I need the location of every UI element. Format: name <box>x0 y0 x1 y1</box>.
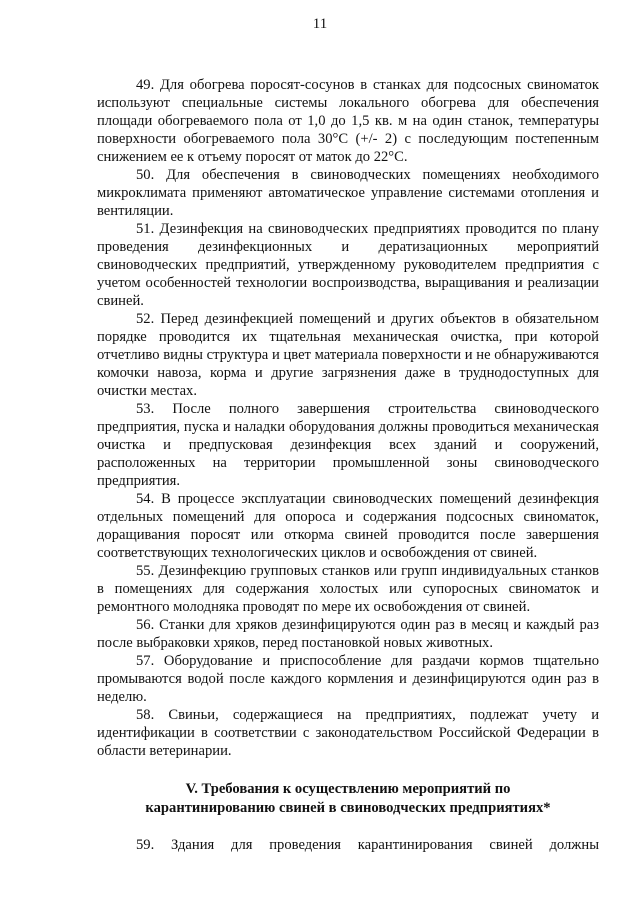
paragraph-51: 51. Дезинфекция на свиноводческих предприятиях проводится по плану проведения дезинфекционных и дератизационных мероприятий свиноводческих предприятий, утвержденному руководителем предприятия с учетом особенностей технологии воспроизводства, выращивания и реализации свиней. <box>97 221 599 309</box>
section-heading-line-1: V. Требования к осуществлению мероприятий по <box>185 781 511 797</box>
page-number: 11 <box>312 16 328 32</box>
section-heading <box>97 780 599 818</box>
paragraph-59: 59. Здания для проведения карантинирования свиней должны <box>136 837 599 853</box>
paragraph-52: 52. Перед дезинфекцией помещений и других объектов в обязательном порядке проводится их тщательная механическая очистка, при которой отчетливо видны структура и цвет материала поверхности и не обнаруживаются комочки навоза, корма и другие загрязнения даже в труднодоступных для очистки местах. <box>97 311 599 399</box>
paragraph-49: 49. Для обогрева поросят-сосунов в станках для подсосных свиноматок используют специальные системы локального обогрева для обеспечения площади обогреваемого пола от 1,0 до 1,5 кв. м на один станок, температуры поверхности обогреваемого пола 30°С (+/- 2) с последующим постепенным снижением ее к отъему поросят от маток до 22°С. <box>97 77 599 165</box>
paragraph-58: 58. Свиньи, содержащиеся на предприятиях, подлежат учету и идентификации в соответствии с законодательством Российской Федерации в области ветеринарии. <box>97 707 599 759</box>
paragraph-54: 54. В процессе эксплуатации свиноводческих помещений дезинфекция отдельных помещений для опороса и содержания подсосных свиноматок, доращивания поросят или откорма свиней проводится после завершения соответствующих технологических циклов и освобождения от свиней. <box>97 491 599 561</box>
paragraph-53: 53. После полного завершения строительства свиноводческого предприятия, пуска и наладки оборудования должны проводиться механическая очистка и предпусковая дезинфекция всех зданий и сооружений, расположенных на территории промышленной зоны свиноводческого предприятия. <box>97 401 599 489</box>
paragraph-56: 56. Станки для хряков дезинфицируются один раз в месяц и каждый раз после выбраковки хряков, перед постановкой новых животных. <box>97 617 599 651</box>
paragraph-57: 57. Оборудование и приспособление для раздачи кормов тщательно промываются водой после каждого кормления и дезинфицируются один раз в неделю. <box>97 653 599 705</box>
paragraph-55: 55. Дезинфекцию групповых станков или групп индивидуальных станков в помещениях для содержания холостых или супоросных свиноматок и ремонтного молодняка проводят по мере их освобождения от свиней. <box>97 563 599 615</box>
section-heading-line-2: карантинированию свиней в свиноводческих предприятиях* <box>145 800 551 816</box>
paragraph-50: 50. Для обеспечения в свиноводческих помещениях необходимого микроклимата применяют автоматическое управление системами отопления и вентиляции. <box>97 167 599 219</box>
document-body <box>97 76 599 854</box>
